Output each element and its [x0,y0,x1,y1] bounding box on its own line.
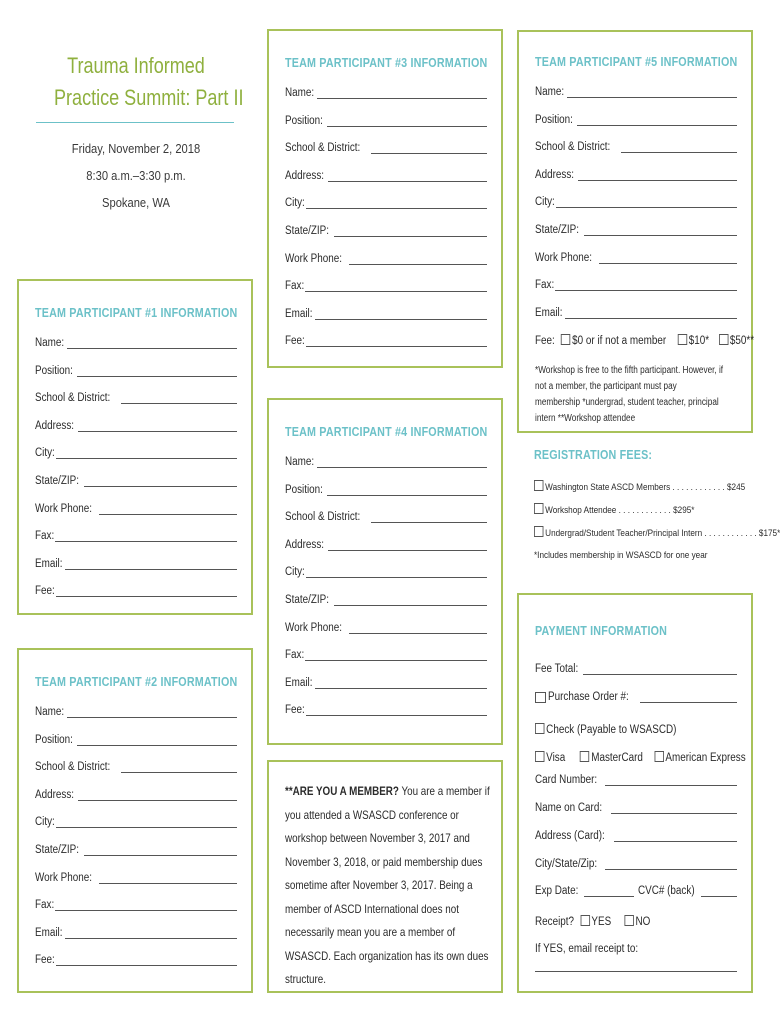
p5-work-phone-label: Work Phone: [535,251,592,264]
member-heading: **ARE YOU A MEMBER? [285,784,399,798]
participant-5-title: TEAM PARTICIPANT #5 INFORMATION [535,55,738,69]
p5-state-zip-field[interactable] [535,220,737,236]
mastercard-label: MasterCard [591,752,643,764]
p1-name-input[interactable] [67,336,237,349]
p2-fax-input[interactable] [55,898,237,911]
name-on-card-field[interactable]: Name on Card: [535,798,737,814]
visa-label: Visa [546,752,566,764]
p4-work-phone-input[interactable] [349,621,487,634]
p5-school-district-field[interactable] [535,137,737,153]
p4-fax-label: Fax: [285,649,305,662]
p3-fee-label: Fee: [285,335,305,348]
member-info-section [267,760,503,993]
p4-fax-input[interactable] [305,648,487,661]
p4-state-zip-label: State/ZIP: [285,594,329,606]
p2-address-label: Address: [35,788,75,801]
purchase-order-field[interactable]: Purchase Order #: [535,687,737,703]
email-receipt-input[interactable] [535,971,737,972]
p2-name-label: Name: [35,706,65,718]
p4-email-label: Email: [285,676,313,689]
p5-fax-label: Fax: [535,279,555,292]
p4-work-phone-label: Work Phone: [285,621,342,634]
p5-position-field[interactable] [535,110,737,126]
p5-fee-option1-label: $0 or if not a member [572,335,667,347]
card-type-row [535,751,746,764]
p4-fee-label: Fee: [285,704,305,717]
p3-city-field[interactable] [285,193,487,209]
p4-position-label: Position: [285,483,323,496]
p3-position-input[interactable] [327,114,487,127]
p1-school-district-label: School & District: [35,392,111,405]
p2-city-field[interactable] [35,812,237,828]
p1-city-field[interactable] [35,443,237,459]
p2-city-label: City: [35,816,55,829]
p1-fee-input[interactable] [56,584,237,597]
receipt-no-checkbox[interactable] [624,915,633,926]
p5-fee-label: Fee: [535,335,555,347]
p3-name-label: Name: [285,87,315,99]
p2-fax-label: Fax: [35,899,55,912]
p3-address-input[interactable] [328,169,487,182]
receipt-label: Receipt? [535,916,575,928]
p2-school-district-field[interactable] [35,757,237,773]
p4-city-label: City: [285,566,305,579]
p1-school-district-field[interactable] [35,388,237,404]
card-city-state-zip-field[interactable]: City/State/Zip: [535,854,737,870]
p5-work-phone-input[interactable] [599,251,737,264]
p4-state-zip-input[interactable] [334,593,487,606]
event-header [36,50,244,216]
participant-1-title: TEAM PARTICIPANT #1 INFORMATION [35,306,238,320]
leader-dots: . . . . . . . . . . . . [670,482,727,493]
p3-work-phone-label: Work Phone: [285,252,342,265]
p4-address-input[interactable] [328,538,487,551]
registration-item-label: Undergrad/Student Teacher/Principal Intern [545,528,703,539]
visa-checkbox[interactable] [535,751,544,762]
p5-city-label: City: [535,196,555,209]
p3-school-district-label: School & District: [285,142,361,155]
receipt-no-label: NO [635,916,651,928]
p3-email-input[interactable] [315,307,487,320]
p3-fee-input[interactable] [306,334,487,347]
p4-position-input[interactable] [327,483,487,496]
fee-total-field[interactable]: Fee Total: [535,659,737,675]
leader-dots: . . . . . . . . . . . . [702,528,759,539]
exp-date-input[interactable] [584,884,634,897]
registration-item-label: Workshop Attendee [545,505,617,516]
p4-address-label: Address: [285,538,325,551]
amex-checkbox[interactable] [654,751,663,762]
p2-fax-field[interactable] [35,895,237,911]
p5-email-field[interactable] [535,303,737,319]
p5-fax-field[interactable] [535,275,737,291]
p4-fee-field[interactable] [285,700,487,716]
registration-item-price: $175* [758,528,780,539]
leader-dots: . . . . . . . . . . . . [616,505,674,516]
participant-5-section [517,30,753,433]
p3-fax-field[interactable] [285,276,487,292]
participant-1-section [17,279,253,615]
p2-school-district-label: School & District: [35,761,111,774]
p1-state-zip-field[interactable] [35,471,237,487]
p5-state-zip-label: State/ZIP: [535,224,579,236]
p1-name-label: Name: [35,337,65,349]
registration-note: *Includes membership in WSASCD for one year [534,550,708,561]
p5-name-label: Name: [535,86,565,98]
p2-position-label: Position: [35,733,73,746]
amex-label: American Express [665,752,746,764]
p3-address-label: Address: [285,169,325,182]
p5-fee-row [535,334,754,347]
p5-address-field[interactable] [535,165,737,181]
p1-address-input[interactable] [78,419,237,432]
registration-title: REGISTRATION FEES: [534,448,653,462]
p3-state-zip-input[interactable] [334,224,487,237]
p4-city-input[interactable] [306,565,487,578]
participant-3-title: TEAM PARTICIPANT #3 INFORMATION [285,56,488,70]
cvc-label: CVC# (back) [637,885,695,897]
p3-city-input[interactable] [306,196,487,209]
p1-state-zip-input[interactable] [84,474,237,487]
p5-state-zip-input[interactable] [584,223,737,236]
p5-fee-option2-label: $10* [688,335,710,347]
p1-work-phone-field[interactable] [35,499,237,515]
p1-email-label: Email: [35,557,63,570]
check-checkbox[interactable] [535,723,544,734]
p2-name-field[interactable] [35,702,237,718]
p5-fax-input[interactable] [555,278,737,291]
p2-state-zip-field[interactable] [35,840,237,856]
participant-4-section [267,398,503,745]
payment-section [517,593,753,993]
p1-address-label: Address: [35,419,75,432]
p3-name-input[interactable] [317,86,487,99]
p1-fee-label: Fee: [35,585,55,598]
p4-school-district-input[interactable] [371,510,487,523]
p3-position-field[interactable] [285,111,487,127]
p3-fee-field[interactable] [285,331,487,347]
p2-state-zip-label: State/ZIP: [35,844,79,856]
mastercard-checkbox[interactable] [580,751,589,762]
p5-position-input[interactable] [577,113,737,126]
payment-title: PAYMENT INFORMATION [535,624,668,638]
registration-item [534,526,780,539]
p1-state-zip-label: State/ZIP: [35,475,79,487]
participant-2-title: TEAM PARTICIPANT #2 INFORMATION [35,675,238,689]
registration-item-label: Washington State ASCD Members [545,482,671,493]
email-receipt-label: If YES, email receipt to: [535,943,639,955]
p4-work-phone-field[interactable] [285,618,487,634]
cvc-input[interactable] [701,884,737,897]
p2-email-label: Email: [35,926,63,939]
exp-cvc-row [535,881,737,897]
p2-position-field[interactable] [35,730,237,746]
p2-state-zip-input[interactable] [84,843,237,856]
registration-item-checkbox[interactable] [534,480,543,491]
participant-2-section [17,648,253,993]
registration-item-checkbox[interactable] [534,503,543,514]
p5-workshop-note: *Workshop is free to the fifth participant. However, if not a member, the participant must pay membership *undergrad, student teacher, principal intern **Workshop attendee [535,365,724,424]
p3-school-district-field[interactable] [285,138,487,154]
p3-position-label: Position: [285,114,323,127]
p2-position-input[interactable] [77,733,237,746]
p2-school-district-input[interactable] [121,760,237,773]
p4-fee-input[interactable] [306,703,487,716]
p4-email-input[interactable] [315,676,487,689]
p1-position-input[interactable] [77,364,237,377]
p5-address-input[interactable] [578,168,737,181]
card-number-field[interactable]: Card Number: [535,770,737,786]
p4-name-input[interactable] [317,455,487,468]
p2-fee-field[interactable] [35,950,237,966]
p4-email-field[interactable] [285,673,487,689]
p1-fax-field[interactable] [35,526,237,542]
p5-email-label: Email: [535,306,563,319]
participant-4-title: TEAM PARTICIPANT #4 INFORMATION [285,425,488,439]
p5-fee-option3-checkbox[interactable] [719,334,728,345]
p4-name-field[interactable] [285,452,487,468]
registration-item-checkbox[interactable] [534,526,543,537]
p1-fax-label: Fax: [35,530,55,543]
p5-name-input[interactable] [567,85,737,98]
p4-school-district-field[interactable] [285,507,487,523]
p5-address-label: Address: [535,168,575,181]
p5-city-input[interactable] [556,195,737,208]
p1-email-field[interactable] [35,554,237,570]
p1-address-field[interactable] [35,416,237,432]
p2-email-input[interactable] [65,926,237,939]
p5-work-phone-field[interactable] [535,248,737,264]
p5-fee-option3-label: $50** [729,335,755,347]
p1-school-district-input[interactable] [121,391,237,404]
event-location: Spokane, WA [102,195,170,210]
p4-school-district-label: School & District: [285,511,361,524]
p1-fax-input[interactable] [55,529,237,542]
p3-email-label: Email: [285,307,313,320]
event-title-line1: Trauma Informed [67,53,205,78]
p3-name-field[interactable] [285,83,487,99]
p5-position-label: Position: [535,113,573,126]
p5-school-district-input[interactable] [621,140,737,153]
p2-work-phone-label: Work Phone: [35,871,92,884]
p4-city-field[interactable] [285,562,487,578]
p3-email-field[interactable] [285,304,487,320]
p4-position-field[interactable] [285,480,487,496]
p3-fax-label: Fax: [285,280,305,293]
p1-work-phone-label: Work Phone: [35,502,92,515]
purchase-order-checkbox[interactable] [535,692,546,703]
p1-city-label: City: [35,447,55,460]
member-text [285,780,490,992]
p5-email-input[interactable] [565,306,737,319]
p2-work-phone-field[interactable] [35,868,237,884]
p1-city-input[interactable] [56,446,237,459]
p2-address-field[interactable] [35,785,237,801]
p1-work-phone-input[interactable] [99,502,237,515]
p4-name-label: Name: [285,456,315,468]
card-address-field[interactable]: Address (Card): [535,826,737,842]
p3-fax-input[interactable] [305,279,487,292]
p3-state-zip-field[interactable] [285,221,487,237]
p1-name-field[interactable] [35,333,237,349]
p3-work-phone-field[interactable] [285,249,487,265]
registration-item-price: $245 [726,482,746,493]
p4-address-field[interactable] [285,535,487,551]
p2-fee-input[interactable] [56,953,237,966]
p3-address-field[interactable] [285,166,487,182]
p2-fee-label: Fee: [35,954,55,967]
event-time: 8:30 a.m.–3:30 p.m. [86,168,186,183]
exp-date-label: Exp Date: [535,885,579,897]
p3-city-label: City: [285,197,305,210]
receipt-row [535,915,650,928]
p1-fee-field[interactable] [35,581,237,597]
p5-name-field[interactable] [535,82,737,98]
p1-position-label: Position: [35,364,73,377]
event-title-line2: Practice Summit: Part II [54,85,244,110]
p1-email-input[interactable] [65,557,237,570]
participant-3-section [267,29,503,368]
registration-fees-section [517,440,780,580]
p2-address-input[interactable] [78,788,237,801]
event-date: Friday, November 2, 2018 [71,141,201,156]
registration-item [534,503,744,516]
p5-fee-option2-checkbox[interactable] [678,334,687,345]
registration-item [534,480,744,493]
receipt-yes-label: YES [591,916,612,928]
p5-fee-option1-checkbox[interactable] [561,334,570,345]
p5-city-field[interactable] [535,192,737,208]
p4-state-zip-field[interactable] [285,590,487,606]
p2-email-field[interactable] [35,923,237,939]
p3-state-zip-label: State/ZIP: [285,225,329,237]
p2-city-input[interactable] [56,815,237,828]
registration-item-price: $295* [673,505,695,516]
check-option: Check (Payable to WSASCD) [535,723,676,736]
p2-name-input[interactable] [67,705,237,718]
p1-position-field[interactable] [35,361,237,377]
p3-work-phone-input[interactable] [349,252,487,265]
p5-school-district-label: School & District: [535,141,611,154]
p3-school-district-input[interactable] [371,141,487,154]
receipt-yes-checkbox[interactable] [580,915,589,926]
p2-work-phone-input[interactable] [99,871,237,884]
p4-fax-field[interactable] [285,645,487,661]
member-body: You are a member if you attended a WSASCD conference or workshop between November 3, 2017 and November 3, 2018, or paid membership dues sometime after November 3, 2017. Being a member of ASCD International does not necessarily mean you are a member of WSASCD. Each organization has its own dues structure. [285,784,490,986]
